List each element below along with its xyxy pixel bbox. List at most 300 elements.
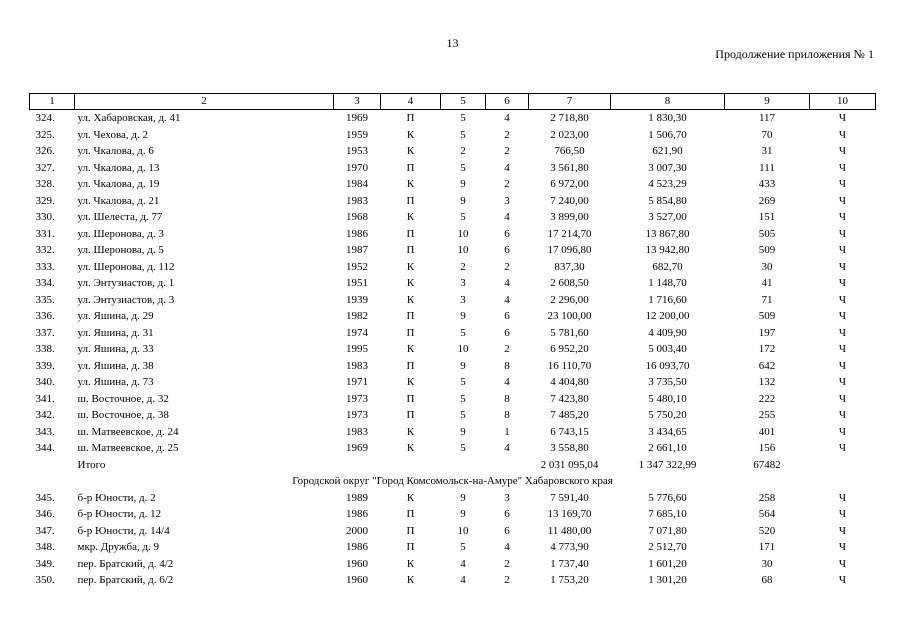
floors-cell: 5 — [460, 211, 466, 223]
wall-material-cell: К — [406, 211, 415, 223]
address-cell: ул. Шеронова, д. 112 — [77, 260, 175, 273]
section-header-row — [30, 473, 876, 490]
wall-material-cell: П — [406, 326, 415, 339]
address-cell: мкр. Дружба, д. 9 — [77, 541, 160, 553]
address-cell: ул. Шеронова, д. 5 — [77, 244, 164, 256]
floors-cell: 5 — [460, 442, 466, 454]
year-built-cell: 1969 — [346, 112, 368, 124]
floors-cell: 9 — [460, 508, 466, 520]
total-area-cell: 7 423,80 — [550, 392, 589, 405]
column-number: 8 — [611, 94, 725, 110]
floors-cell: 5 — [460, 392, 466, 405]
year-built-cell: 1974 — [346, 326, 368, 339]
table-row — [30, 358, 876, 375]
total-area-cell: 3 558,80 — [550, 442, 589, 454]
table-row — [30, 308, 876, 325]
year-built-cell: 1986 — [346, 227, 368, 240]
living-area-cell: 5 480,10 — [648, 392, 687, 405]
entrances-cell: 2 — [504, 178, 510, 190]
residents-cell: 401 — [758, 425, 776, 438]
row-number-cell: 345. — [35, 491, 55, 504]
column-number: 7 — [529, 94, 611, 110]
wall-material-cell: К — [406, 277, 415, 289]
entrances-cell: 4 — [504, 293, 510, 306]
total-area-cell: 6 743,15 — [550, 425, 589, 438]
residents-cell: 171 — [758, 541, 776, 553]
living-area-cell: 1 830,30 — [648, 112, 687, 124]
table-row — [30, 143, 876, 160]
living-area-cell: 1 301,20 — [648, 574, 687, 586]
year-built-cell: 1952 — [346, 260, 368, 273]
year-built-cell: 1983 — [346, 359, 368, 372]
living-area-cell: 621,90 — [652, 145, 683, 157]
entrances-cell: 4 — [504, 211, 510, 223]
address-cell: ш. Восточное, д. 32 — [77, 392, 169, 405]
residents-cell: 509 — [758, 310, 776, 322]
residents-cell: 41 — [761, 277, 773, 289]
entrances-cell: 2 — [504, 343, 510, 355]
wall-material-cell: П — [406, 227, 415, 240]
continuation-label: Продолжение приложения № 1 — [715, 47, 874, 61]
address-cell: ул. Чкалова, д. 21 — [77, 194, 160, 207]
wall-material-cell: П — [406, 409, 415, 421]
address-cell: ул. Хабаровская, д. 41 — [77, 112, 181, 124]
address-cell: б-р Юности, д. 2 — [77, 491, 156, 504]
year-built-cell: 1939 — [346, 293, 368, 306]
table-row — [30, 127, 876, 144]
category-cell: Ч — [838, 194, 847, 207]
year-built-cell: 1969 — [346, 442, 368, 454]
address-cell: ш. Матвеевское, д. 25 — [77, 442, 179, 454]
wall-material-cell: К — [406, 574, 415, 586]
total-area-cell: 2 718,80 — [550, 112, 589, 124]
entrances-cell: 8 — [504, 392, 510, 405]
table-row — [30, 506, 876, 523]
entrances-cell: 3 — [504, 194, 510, 207]
category-cell: Ч — [838, 376, 847, 388]
residents-cell: 433 — [758, 178, 776, 190]
year-built-cell: 1970 — [346, 161, 368, 174]
table-row — [30, 341, 876, 358]
residents-cell: 31 — [761, 145, 773, 157]
table-row — [30, 292, 876, 309]
row-number-cell: 337. — [35, 326, 55, 339]
floors-cell: 10 — [457, 244, 469, 256]
floors-cell: 10 — [457, 227, 469, 240]
floors-cell: 3 — [460, 293, 466, 306]
total-spacer — [381, 457, 441, 474]
entrances-cell: 6 — [504, 227, 510, 240]
total-label: Итого — [77, 458, 106, 471]
year-built-cell: 1989 — [346, 491, 368, 504]
total-area-cell: 2 296,00 — [550, 293, 589, 306]
entrances-cell: 6 — [504, 310, 510, 322]
living-area-cell: 2 512,70 — [648, 541, 687, 553]
wall-material-cell: К — [406, 442, 415, 454]
row-number-cell: 343. — [35, 425, 55, 438]
residents-cell: 151 — [758, 211, 776, 223]
address-cell: ул. Яшина, д. 38 — [77, 359, 154, 372]
floors-cell: 10 — [457, 343, 469, 355]
address-cell: б-р Юности, д. 14/4 — [77, 524, 170, 537]
floors-cell: 4 — [460, 574, 466, 586]
year-built-cell: 1986 — [346, 508, 368, 520]
residents-cell: 70 — [761, 128, 773, 141]
address-cell: ул. Энтузиастов, д. 3 — [77, 293, 175, 306]
category-cell: Ч — [838, 326, 847, 339]
wall-material-cell: П — [406, 194, 415, 207]
residents-cell: 117 — [758, 112, 776, 124]
column-number: 4 — [381, 94, 441, 110]
total-spacer — [810, 457, 876, 474]
total-area-cell: 837,30 — [554, 260, 585, 273]
row-number-cell: 335. — [35, 293, 55, 306]
entrances-cell: 2 — [504, 260, 510, 273]
wall-material-cell: П — [406, 524, 415, 537]
year-built-cell: 1959 — [346, 128, 368, 141]
table-row — [30, 325, 876, 342]
row-number-cell: 349. — [35, 557, 55, 570]
floors-cell: 5 — [460, 112, 466, 124]
column-number: 9 — [725, 94, 810, 110]
residents-cell: 258 — [758, 491, 776, 504]
entrances-cell: 4 — [504, 442, 510, 454]
row-number-cell: 340. — [35, 376, 55, 388]
total-area-cell: 16 110,70 — [547, 359, 592, 372]
table-row — [30, 374, 876, 391]
floors-cell: 10 — [457, 524, 469, 537]
entrances-cell: 2 — [504, 145, 510, 157]
living-area-cell: 16 093,70 — [645, 359, 690, 372]
row-number-cell: 339. — [35, 359, 55, 372]
address-cell: ул. Яшина, д. 29 — [77, 310, 154, 322]
entrances-cell: 1 — [504, 425, 510, 438]
year-built-cell: 2000 — [346, 524, 368, 537]
residents-cell: 255 — [758, 409, 776, 421]
total-area-cell: 2 608,50 — [550, 277, 589, 289]
year-built-cell: 1960 — [346, 557, 368, 570]
floors-cell: 5 — [460, 376, 466, 388]
living-area-cell: 682,70 — [652, 260, 683, 273]
floors-cell: 5 — [460, 409, 466, 421]
address-cell: пер. Братский, д. 4/2 — [77, 557, 174, 570]
living-area-cell: 7 685,10 — [648, 508, 687, 520]
living-area-cell: 3 527,00 — [648, 211, 687, 223]
wall-material-cell: П — [406, 112, 415, 124]
row-number-cell: 344. — [35, 442, 55, 454]
living-area-cell: 4 523,29 — [648, 178, 687, 190]
floors-cell: 3 — [460, 277, 466, 289]
address-cell: ул. Чкалова, д. 13 — [77, 161, 160, 174]
wall-material-cell: К — [406, 128, 415, 141]
column-number: 1 — [30, 94, 75, 110]
total-area-cell: 2 023,00 — [550, 128, 589, 141]
entrances-cell: 3 — [504, 491, 510, 504]
table-row — [30, 539, 876, 556]
floors-cell: 2 — [460, 145, 466, 157]
total-area-cell: 11 480,00 — [547, 524, 592, 537]
wall-material-cell: К — [406, 557, 415, 570]
wall-material-cell: К — [406, 145, 415, 157]
column-number: 3 — [334, 94, 381, 110]
category-cell: Ч — [838, 310, 847, 322]
wall-material-cell: К — [406, 178, 415, 190]
year-built-cell: 1960 — [346, 574, 368, 586]
address-cell: ул. Яшина, д. 31 — [77, 326, 154, 339]
floors-cell: 5 — [460, 541, 466, 553]
living-area-cell: 7 071,80 — [648, 524, 687, 537]
year-built-cell: 1983 — [346, 425, 368, 438]
wall-material-cell: П — [406, 392, 415, 405]
table-row — [30, 523, 876, 540]
column-number-row — [30, 94, 876, 110]
floors-cell: 9 — [460, 178, 466, 190]
total-area-cell: 17 214,70 — [547, 227, 592, 240]
address-cell: ул. Шеронова, д. 3 — [77, 227, 164, 240]
entrances-cell: 8 — [504, 409, 510, 421]
living-area-cell: 13 867,80 — [645, 227, 690, 240]
residents-cell: 520 — [758, 524, 776, 537]
category-cell: Ч — [838, 178, 847, 190]
living-area-cell: 3 434,65 — [648, 425, 687, 438]
table-row — [30, 160, 876, 177]
wall-material-cell: П — [406, 359, 415, 372]
section-title: Городской округ "Город Комсомольск-на-Амуре" Хабаровского края — [292, 475, 613, 487]
table-row — [30, 176, 876, 193]
floors-cell: 2 — [460, 260, 466, 273]
entrances-cell: 2 — [504, 128, 510, 141]
row-number-cell: 332. — [35, 244, 55, 256]
residents-cell: 269 — [758, 194, 776, 207]
row-number-cell: 325. — [35, 128, 55, 141]
row-number-cell: 342. — [35, 409, 55, 421]
address-cell: ул. Чкалова, д. 19 — [77, 178, 160, 190]
category-cell: Ч — [838, 409, 847, 421]
total-area-cell: 766,50 — [554, 145, 585, 157]
entrances-cell: 8 — [504, 359, 510, 372]
wall-material-cell: П — [406, 508, 415, 520]
column-number: 5 — [441, 94, 486, 110]
year-built-cell: 1968 — [346, 211, 368, 223]
floors-cell: 4 — [460, 557, 466, 570]
category-cell: Ч — [838, 211, 847, 223]
year-built-cell: 1983 — [346, 194, 368, 207]
floors-cell: 5 — [460, 161, 466, 174]
total-area-cell: 3 899,00 — [550, 211, 589, 223]
address-cell: ш. Восточное, д. 38 — [77, 409, 169, 421]
residents-cell: 30 — [761, 260, 773, 273]
category-cell: Ч — [838, 442, 847, 454]
year-built-cell: 1982 — [346, 310, 368, 322]
address-cell: ул. Яшина, д. 73 — [77, 376, 154, 388]
category-cell: Ч — [838, 508, 847, 520]
address-cell: ул. Яшина, д. 33 — [77, 343, 154, 355]
total-area-cell: 7 591,40 — [550, 491, 589, 504]
entrances-cell: 6 — [504, 326, 510, 339]
wall-material-cell: П — [406, 244, 415, 256]
entrances-cell: 6 — [504, 524, 510, 537]
category-cell: Ч — [838, 359, 847, 372]
residents-cell: 509 — [758, 244, 776, 256]
table-row — [30, 193, 876, 210]
category-cell: Ч — [838, 161, 847, 174]
entrances-cell: 6 — [504, 508, 510, 520]
row-number-cell: 347. — [35, 524, 55, 537]
residents-cell: 197 — [758, 326, 776, 339]
residents-cell: 156 — [758, 442, 776, 454]
table-row — [30, 209, 876, 226]
entrances-cell: 4 — [504, 277, 510, 289]
table-row — [30, 275, 876, 292]
row-number-cell: 330. — [35, 211, 55, 223]
total-area-cell: 5 781,60 — [550, 326, 589, 339]
table-row — [30, 572, 876, 589]
address-cell: пер. Братский, д. 6/2 — [77, 574, 174, 586]
column-number: 2 — [75, 94, 334, 110]
total-area-cell: 4 404,80 — [550, 376, 589, 388]
page-number: 13 — [446, 36, 459, 50]
floors-cell: 9 — [460, 359, 466, 372]
table-row — [30, 407, 876, 424]
living-area-cell: 1 506,70 — [648, 128, 687, 141]
year-built-cell: 1984 — [346, 178, 368, 190]
residents-cell: 222 — [758, 392, 776, 405]
year-built-cell: 1951 — [346, 277, 368, 289]
wall-material-cell: К — [406, 260, 415, 273]
residents-cell: 111 — [759, 161, 775, 174]
table-row — [30, 490, 876, 507]
total-area-cell: 1 753,20 — [550, 574, 589, 586]
row-number-cell: 336. — [35, 310, 55, 322]
total-area-cell: 17 096,80 — [547, 244, 592, 256]
living-area-cell: 1 601,20 — [648, 557, 687, 570]
address-cell: ш. Матвеевское, д. 24 — [77, 425, 179, 438]
row-number-cell: 334. — [35, 277, 55, 289]
total-area-sum: 2 031 095,04 — [540, 458, 599, 471]
category-cell: Ч — [838, 392, 847, 405]
address-cell: б-р Юности, д. 12 — [77, 508, 162, 520]
living-area-cell: 5 003,40 — [648, 343, 687, 355]
floors-cell: 9 — [460, 491, 466, 504]
entrances-cell: 2 — [504, 574, 510, 586]
year-built-cell: 1986 — [346, 541, 368, 553]
address-cell: ул. Чехова, д. 2 — [77, 128, 149, 141]
category-cell: Ч — [838, 293, 847, 306]
wall-material-cell: П — [406, 310, 415, 322]
category-cell: Ч — [838, 260, 847, 273]
total-area-cell: 3 561,80 — [550, 161, 589, 174]
wall-material-cell: К — [406, 343, 415, 355]
category-cell: Ч — [838, 524, 847, 537]
wall-material-cell: К — [406, 376, 415, 388]
living-area-cell: 5 854,80 — [648, 194, 687, 207]
total-area-cell: 23 100,00 — [547, 310, 592, 322]
wall-material-cell: К — [406, 293, 415, 306]
table-row — [30, 556, 876, 573]
total-area-cell: 6 952,20 — [550, 343, 589, 355]
category-cell: Ч — [838, 112, 847, 124]
total-spacer — [30, 457, 75, 474]
row-number-cell: 331. — [35, 227, 55, 240]
category-cell: Ч — [838, 277, 847, 289]
wall-material-cell: К — [406, 425, 415, 438]
column-number: 6 — [486, 94, 529, 110]
address-cell: ул. Чкалова, д. 6 — [77, 145, 154, 157]
living-area-cell: 5 776,60 — [648, 491, 687, 504]
living-area-cell: 13 942,80 — [645, 244, 690, 256]
year-built-cell: 1987 — [346, 244, 368, 256]
address-cell: ул. Шелеста, д. 77 — [77, 211, 163, 223]
year-built-cell: 1973 — [346, 409, 368, 421]
residents-cell: 68 — [761, 574, 773, 586]
year-built-cell: 1971 — [346, 376, 368, 388]
row-number-cell: 327. — [35, 161, 55, 174]
wall-material-cell: П — [406, 541, 415, 553]
category-cell: Ч — [838, 128, 847, 141]
entrances-cell: 4 — [504, 541, 510, 553]
category-cell: Ч — [838, 491, 847, 504]
category-cell: Ч — [838, 574, 847, 586]
table-row — [30, 424, 876, 441]
entrances-cell: 4 — [504, 376, 510, 388]
row-number-cell: 350. — [35, 574, 55, 586]
category-cell: Ч — [838, 145, 847, 157]
row-number-cell: 326. — [35, 145, 55, 157]
floors-cell: 9 — [460, 425, 466, 438]
residents-cell: 642 — [758, 359, 776, 372]
row-number-cell: 341. — [35, 392, 55, 405]
living-area-sum: 1 347 322,99 — [638, 458, 697, 471]
total-spacer — [334, 457, 381, 474]
living-area-cell: 12 200,00 — [645, 310, 690, 322]
total-area-cell: 13 169,70 — [547, 508, 592, 520]
total-area-cell: 1 737,40 — [550, 557, 589, 570]
category-cell: Ч — [838, 425, 847, 438]
table-row — [30, 226, 876, 243]
table-row — [30, 259, 876, 276]
residents-cell: 564 — [758, 508, 776, 520]
category-cell: Ч — [838, 227, 847, 240]
total-area-cell: 7 485,20 — [550, 409, 589, 421]
category-cell: Ч — [838, 343, 847, 355]
year-built-cell: 1953 — [346, 145, 368, 157]
entrances-cell: 4 — [504, 161, 510, 174]
row-number-cell: 338. — [35, 343, 55, 355]
entrances-cell: 2 — [504, 557, 510, 570]
wall-material-cell: П — [406, 161, 415, 174]
row-number-cell: 348. — [35, 541, 55, 553]
address-cell: ул. Энтузиастов, д. 1 — [77, 277, 175, 289]
residents-cell: 132 — [758, 376, 776, 388]
total-area-cell: 7 240,00 — [550, 194, 589, 207]
table-row — [30, 110, 876, 127]
row-number-cell: 324. — [35, 112, 55, 124]
residents-cell: 505 — [758, 227, 776, 240]
living-area-cell: 4 409,90 — [648, 326, 687, 339]
row-number-cell: 333. — [35, 260, 55, 273]
floors-cell: 9 — [460, 194, 466, 207]
total-area-cell: 6 972,00 — [550, 178, 589, 190]
wall-material-cell: К — [406, 491, 415, 504]
residents-cell: 172 — [758, 343, 776, 355]
total-spacer — [486, 457, 529, 474]
total-spacer — [441, 457, 486, 474]
column-number: 10 — [810, 94, 876, 110]
year-built-cell: 1995 — [346, 343, 368, 355]
entrances-cell: 4 — [504, 112, 510, 124]
category-cell: Ч — [838, 244, 847, 256]
row-number-cell: 329. — [35, 194, 55, 207]
